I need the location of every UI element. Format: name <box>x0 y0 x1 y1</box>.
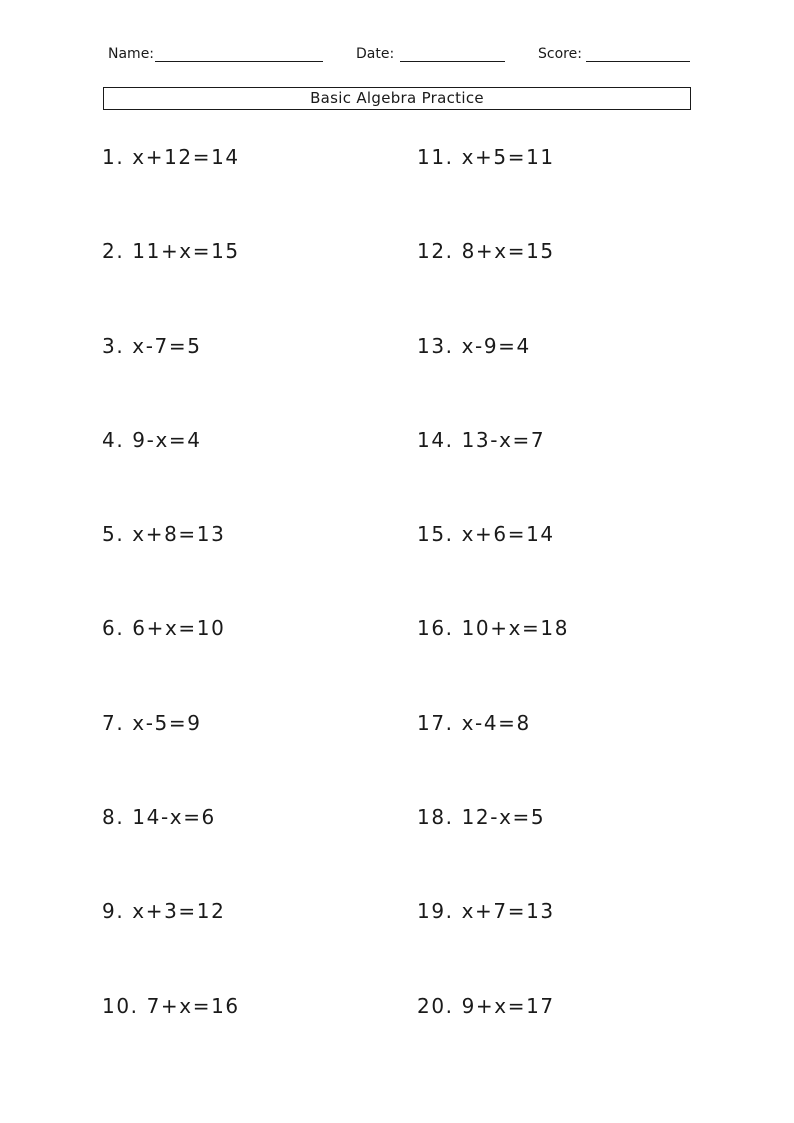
problem-item <box>102 333 382 427</box>
problem-column-right <box>417 144 697 1087</box>
problem-equation: 13-x=7 <box>461 427 546 452</box>
problem-number: 15. <box>417 522 454 547</box>
problem-equation: 8+x=15 <box>461 239 555 264</box>
problem-equation: x-7=5 <box>132 333 202 358</box>
problem-number: 2. <box>102 239 125 264</box>
date-field <box>356 46 505 62</box>
problem-number: 1. <box>102 145 125 169</box>
problem-number: 6. <box>102 616 125 641</box>
problem-equation: x-4=8 <box>461 710 531 735</box>
problem-equation: x+3=12 <box>132 899 226 924</box>
problem-number: 7. <box>102 710 125 735</box>
problem-item <box>102 804 382 898</box>
problem-item <box>417 144 697 238</box>
problem-item <box>417 427 697 521</box>
problem-number: 4. <box>102 427 125 452</box>
problem-equation: 6+x=10 <box>132 616 226 641</box>
problem-item <box>102 898 382 992</box>
problem-item <box>417 521 697 615</box>
problem-item <box>417 804 697 898</box>
score-blank[interactable] <box>586 47 690 62</box>
problem-item <box>417 238 697 332</box>
problem-number: 20. <box>417 993 454 1018</box>
problem-column-left <box>102 144 382 1087</box>
problem-number: 11. <box>417 145 454 169</box>
score-label: Score: <box>538 46 582 62</box>
problem-equation: 9+x=17 <box>461 993 555 1018</box>
problem-equation: x+5=11 <box>461 145 555 169</box>
problem-number: 17. <box>417 710 454 735</box>
problem-item <box>417 333 697 427</box>
name-blank[interactable] <box>155 47 323 62</box>
worksheet-title: Basic Algebra Practice <box>103 87 691 110</box>
problem-number: 16. <box>417 616 454 641</box>
problem-item <box>102 521 382 615</box>
problem-equation: x+8=13 <box>132 522 226 547</box>
name-label: Name: <box>108 46 155 62</box>
problem-number: 14. <box>417 427 454 452</box>
problem-equation: x+6=14 <box>461 522 555 547</box>
problem-number: 19. <box>417 899 454 924</box>
name-field <box>108 46 323 62</box>
problem-equation: x+7=13 <box>461 899 555 924</box>
problem-equation: x-5=9 <box>132 710 202 735</box>
problem-item <box>102 238 382 332</box>
problem-equation: 7+x=16 <box>146 993 240 1018</box>
problem-item <box>102 615 382 709</box>
problem-equation: 10+x=18 <box>461 616 570 641</box>
problem-number: 8. <box>102 805 125 830</box>
problem-number: 3. <box>102 333 125 358</box>
problem-number: 12. <box>417 239 454 264</box>
score-field <box>538 46 690 62</box>
problem-item <box>417 898 697 992</box>
problem-item <box>102 427 382 521</box>
date-label: Date: <box>356 46 395 62</box>
problem-equation: 14-x=6 <box>132 805 216 830</box>
problem-number: 9. <box>102 899 125 924</box>
problem-item <box>102 144 382 238</box>
date-blank[interactable] <box>400 47 505 62</box>
problem-number: 18. <box>417 805 454 830</box>
worksheet-header <box>108 46 692 66</box>
problem-number: 5. <box>102 522 125 547</box>
problem-number: 10. <box>102 993 139 1018</box>
problem-item <box>417 615 697 709</box>
problem-equation: 12-x=5 <box>461 805 546 830</box>
problem-equation: 11+x=15 <box>132 239 240 264</box>
problem-item <box>102 710 382 804</box>
problem-item <box>417 710 697 804</box>
problem-equation: 9-x=4 <box>132 427 202 452</box>
problem-equation: x-9=4 <box>461 333 531 358</box>
problem-equation: x+12=14 <box>132 145 240 169</box>
problem-item <box>102 993 382 1087</box>
problem-item <box>417 993 697 1087</box>
problem-number: 13. <box>417 333 454 358</box>
